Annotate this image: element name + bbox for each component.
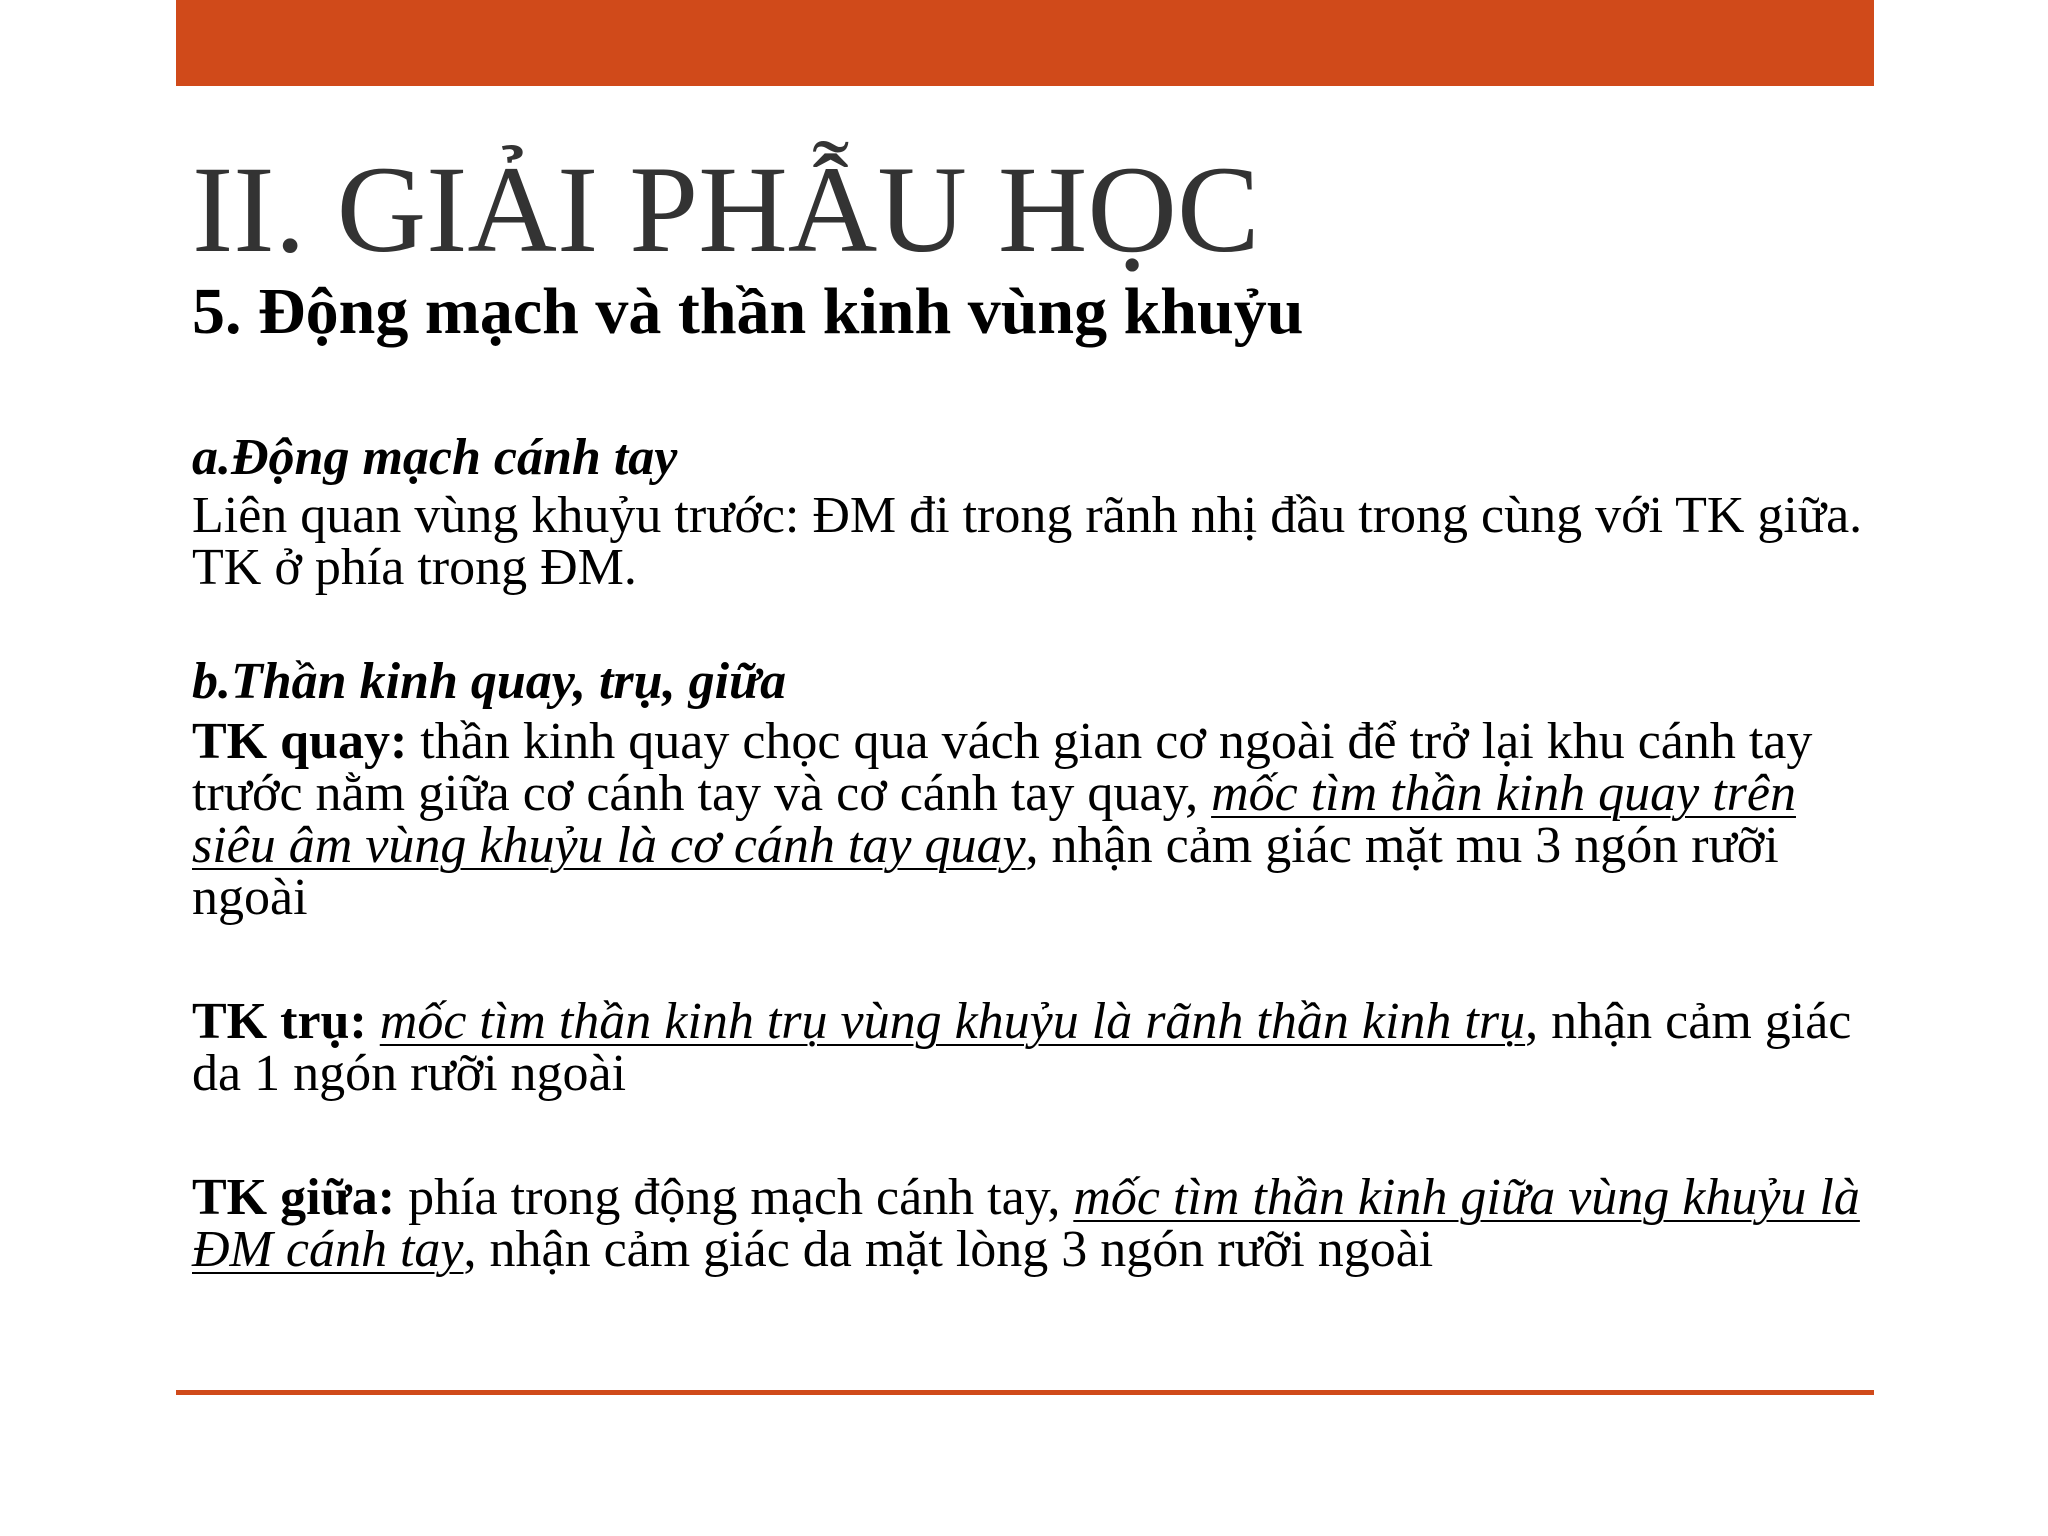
tk-tru-landmark: mốc tìm thần kinh trụ vùng khuỷu là rãnh thần kinh trụ [379, 993, 1526, 1050]
tk-giua-text-1: phía trong động mạch cánh tay, [395, 1169, 1074, 1226]
slide-content [192, 140, 1872, 1276]
tk-giua-landmark: mốc tìm thần kinh giữa vùng khuỷu là ĐM cánh tay [192, 1169, 1860, 1278]
tk-quay-text-2: , nhận cảm giác mặt mu 3 ngón rưỡi ngoài [192, 817, 1779, 926]
tk-quay-label: TK quay: [192, 713, 408, 770]
section-b-heading: b.Thần kinh quay, trụ, giữa [192, 653, 787, 710]
section-a-text: Liên quan vùng khuỷu trước: ĐM đi trong rãnh nhị đầu trong cùng với TK giữa. TK ở phía trong ĐM. [192, 487, 1863, 596]
tk-giua-text-2: , nhận cảm giác da mặt lòng 3 ngón rưỡi ngoài [463, 1221, 1434, 1278]
slide-subtitle: 5. Động mạch và thần kinh vùng khuỷu [192, 275, 1304, 348]
tk-quay-text-1: thần kinh quay chọc qua vách gian cơ ngoài để trở lại khu cánh tay trước nằm giữa cơ cánh tay và cơ cánh tay quay, [192, 713, 1813, 822]
bottom-accent-rule [176, 1390, 1874, 1395]
tk-giua-label: TK giữa: [192, 1169, 396, 1226]
tk-tru-label: TK trụ: [192, 993, 367, 1050]
slide-title: II. GIẢI PHẪU HỌC [192, 141, 1260, 278]
tk-quay-landmark: mốc tìm thần kinh quay trên siêu âm vùng khuỷu là cơ cánh tay quay [192, 765, 1796, 874]
section-a-heading: a.Động mạch cánh tay [192, 429, 678, 486]
top-accent-bar [176, 0, 1874, 86]
tk-tru-text-2: , nhận cảm giác da 1 ngón rưỡi ngoài [192, 993, 1852, 1102]
tk-tru-text-1 [367, 993, 380, 1050]
tk-giua-paragraph [192, 1169, 1872, 1278]
tk-quay-paragraph [192, 713, 1872, 926]
tk-tru-paragraph [192, 993, 1872, 1102]
